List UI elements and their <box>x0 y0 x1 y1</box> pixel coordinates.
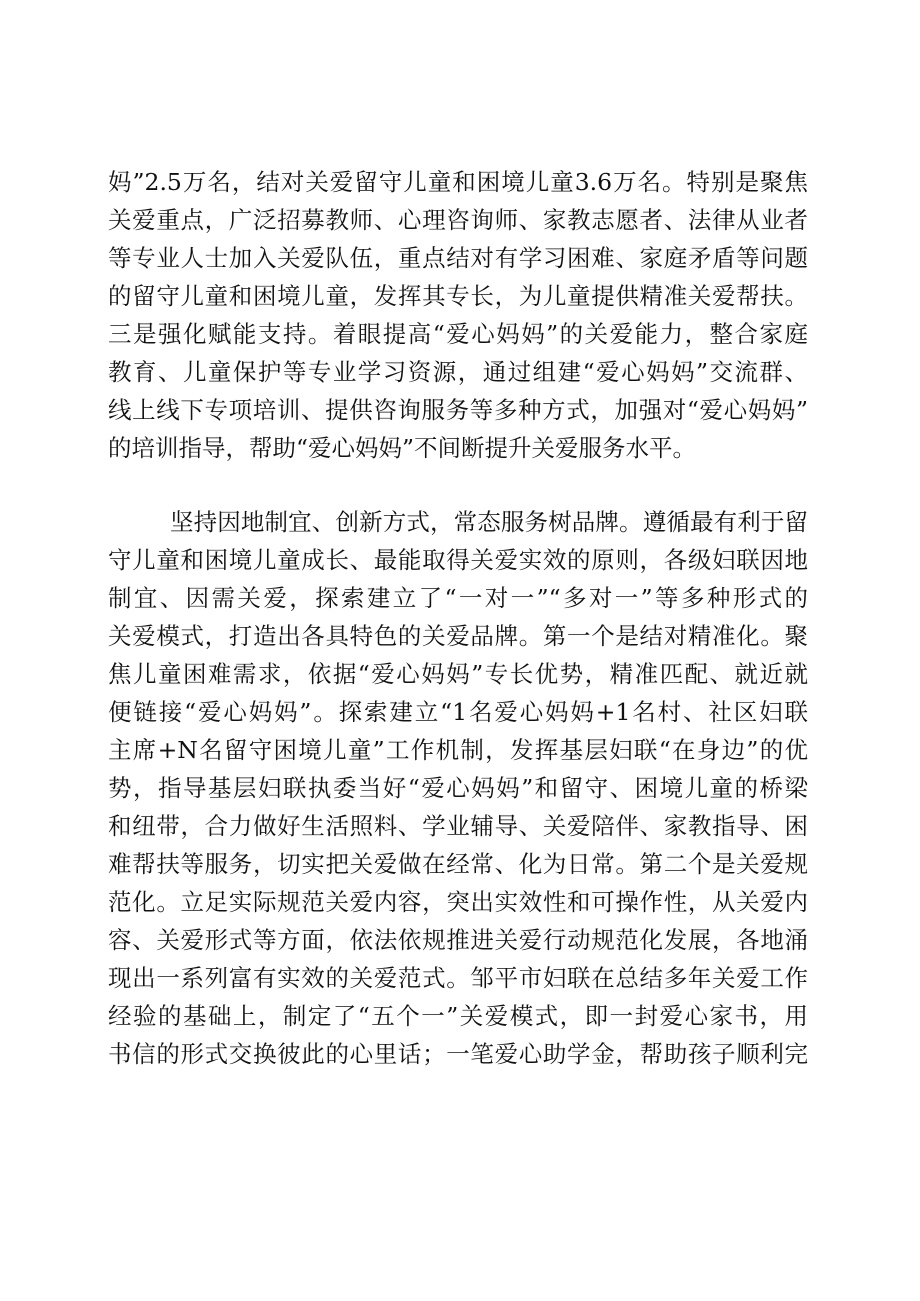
text-line: 的培训指导，帮助“爱心妈妈”不间断提升关爱服务水平。 <box>108 434 697 462</box>
text-line: 关爱模式，打造出各具特色的关爱品牌。第一个是结对精准化。聚 <box>108 622 808 650</box>
text-line: 焦儿童困难需求，依据“爱心妈妈”专长优势，精准匹配、就近就 <box>108 660 808 688</box>
text-line: 书信的形式交换彼此的心里话；一笔爱心助学金，帮助孩子顺利完 <box>108 1040 808 1068</box>
text-line: 现出一系列富有实效的关爱范式。邹平市妇联在总结多年关爱工作 <box>108 964 808 992</box>
text-line: 妈”2.5万名，结对关爱留守儿童和困境儿童3.6万名。特别是聚焦 <box>108 168 808 196</box>
text-line: 教育、儿童保护等专业学习资源，通过组建“爱心妈妈”交流群、 <box>108 358 808 386</box>
text-line: 等专业人士加入关爱队伍，重点结对有学习困难、家庭矛盾等问题 <box>108 244 808 272</box>
text-line: 和纽带，合力做好生活照料、学业辅导、关爱陪伴、家教指导、困 <box>108 812 808 840</box>
text-line: 制宜、因需关爱，探索建立了“一对一”“多对一”等多种形式的 <box>108 584 808 612</box>
text-line: 主席+N名留守困境儿童”工作机制，发挥基层妇联“在身边”的优 <box>108 736 808 764</box>
text-line: 守儿童和困境儿童成长、最能取得关爱实效的原则，各级妇联因地 <box>108 546 808 574</box>
paragraph-1 <box>108 163 808 467</box>
text-line: 难帮扶等服务，切实把关爱做在经常、化为日常。第二个是关爱规 <box>108 850 808 878</box>
text-line: 线上线下专项培训、提供咨询服务等多种方式，加强对“爱心妈妈” <box>108 396 808 424</box>
text-line: 的留守儿童和困境儿童，发挥其专长，为儿童提供精准关爱帮扶。 <box>108 282 808 310</box>
text-line: 势，指导基层妇联执委当好“爱心妈妈”和留守、困境儿童的桥梁 <box>108 774 808 802</box>
text-line: 坚持因地制宜、创新方式，常态服务树品牌。遵循最有利于留 <box>170 508 808 536</box>
text-line: 三是强化赋能支持。着眼提高“爱心妈妈”的关爱能力，整合家庭 <box>108 320 808 348</box>
text-line: 范化。立足实际规范关爱内容，突出实效性和可操作性，从关爱内 <box>108 888 808 916</box>
text-line: 容、关爱形式等方面，依法依规推进关爱行动规范化发展，各地涌 <box>108 926 808 954</box>
paragraph-2 <box>108 503 808 1073</box>
text-line: 经验的基础上，制定了“五个一”关爱模式，即一封爱心家书，用 <box>108 1002 808 1030</box>
text-line: 便链接“爱心妈妈”。探索建立“1名爱心妈妈+1名村、社区妇联 <box>108 698 808 726</box>
text-line: 关爱重点，广泛招募教师、心理咨询师、家教志愿者、法律从业者 <box>108 206 808 234</box>
